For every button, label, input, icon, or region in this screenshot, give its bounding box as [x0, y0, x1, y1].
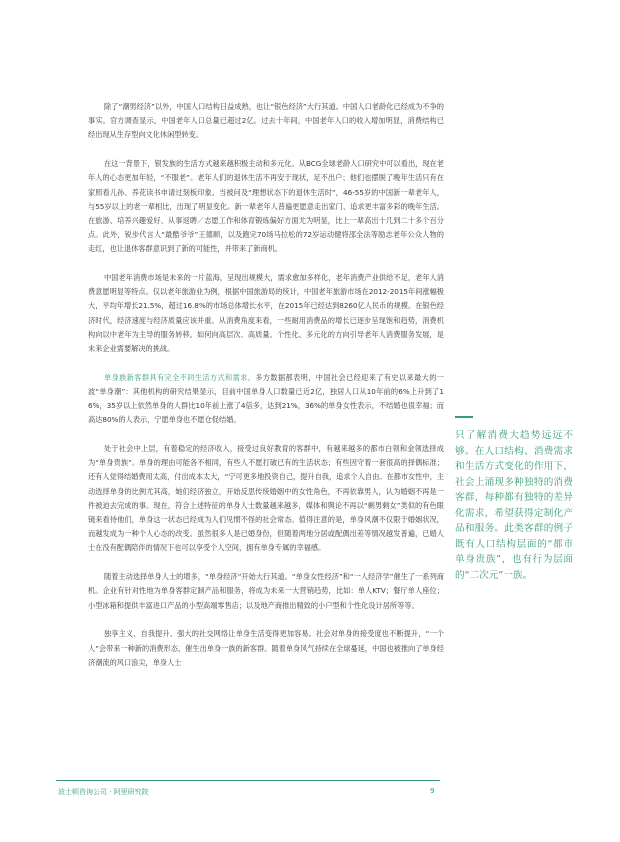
sidebar-accent-rule [455, 416, 473, 418]
paragraph-highlight-heading: 单身族新客群具有完全不同生活方式和需求。 [104, 372, 256, 382]
paragraph-text: 在这一背景下，银发族的生活方式越来越积极主动和多元化。从BCG全球老龄人口研究中可以看出，现在老年人的心态更加年轻，“不服老”。老年人们的退休生活不再安于现状，足不出户；他们也摆脱了晚年生活只有在家照看儿孙、养花读书申请过刻板印象。当被问及“理想状态下的退休生活时”，46-55岁的中国新一辈老年人，与55岁以上的老一辈相比，出现了明显变化。新一辈老年人普遍更愿意走出家门、追求更丰富多彩的晚年生活。在旅游、培养兴趣爱好、从事返聘／志愿工作和体育锻炼偏好方面尤为明显，比上一辈高出十几到二十多个百分点。此外，锐步代言人“最酷爷爷”王德顺，以及跑完70场马拉松的72岁运动健将邵全法等励志老年公众人物的走红，也让退休客群意识到了新的可能性，并带来了新商机。 [88, 159, 444, 254]
sidebar-pull-quote [455, 416, 573, 583]
paragraph-text: 除了“潮男经济”以外，中国人口结构日益成熟，也让“银色经济”大行其道。中国人口老龄化已经成为不争的事实。官方调查显示，中国老年人口总量已超过2亿。过去十年间，中国老年人口的收入增加明显，消费结构已经出现从生存型向文化休闲型转变。 [88, 102, 444, 140]
paragraph-single-trend [88, 627, 444, 670]
paragraph-text: 中国老年消费市场是未来的一片蓝海，呈现出规模大，需求愈加多样化，老年消费产业供给不足，老年人消费意愿明显等特点。仅以老年旅游业为例，根据中国旅游局的统计，中国老年旅游市场在2012-2015年间涨幅极大，平均年增长21.5%，超过16.8%的市场总体增长水平，在2015年已经达到8260亿人民币的规模。在银色经济时代，经济速度与经济质量应该并重。从消费角度来看，一些耐用消费品的增长已逐步呈现饱和趋势，消费机构向以中老年为主导的服务转移。如何向高层次、高质量、个性化、多元化的方向引导老年人消费服务发展，是未来企业需要解决的挑战。 [88, 273, 444, 354]
paragraph-single-nobles [88, 442, 444, 556]
main-text-column [88, 100, 444, 684]
footer-publisher: 波士顿咨询公司 · 阿里研究院 [58, 788, 149, 796]
paragraph-text: 多方数据都表明，中国社会已经迎来了有史以来最大的一波“单身潮”：其他机构的研究结果显示，目前中国单身人口数量已近2亿，独居人口从10年前的6%上升到了16%，35岁以上依然单身的人群比10年前上涨了4倍多，达到21%，36%的单身女性表示，不结婚也很幸福；而高达80%的人表示，宁愿单身也不愿仓促结婚。 [88, 372, 444, 425]
sidebar-quote-text: 只了解消费大趋势远远不够。在人口结构、消费需求和生活方式变化的作用下，社会上涌现多种独特的消费客群，每种都有独特的差异化需求，希望获得定制化产品和服务。此类客群的例子既有人口结构层面的“都市单身贵族”，也有行为层面的“二次元”一族。 [455, 430, 573, 581]
paragraph-elderly-lifestyle [88, 157, 444, 256]
footer-divider [56, 780, 440, 781]
paragraph-singles-intro [88, 371, 444, 428]
paragraph-elderly-market [88, 271, 444, 356]
paragraph-text: 处于社会中上层，有着稳定的经济收入，接受过良好教育的客群中，有越来越多的都市白领和金领选择成为“单身贵族”。单身的理由可能各不相同，有些人不愿打破已有的生活状态；有些因守着一套很高的择偶标准；还有人觉得结婚费用太高，付出成本太大，“宁可更多地投资自己，提升自我，追求个人自由。在都市女性中，主动选择单身的比例尤其高，她们经济独立，开始反思传统婚姻中的女性角色，不再依靠男人，认为婚姻不再是一件被迫去完成的事。现在，符合上述特征的单身人士数量越来越多，媒体和舆论不再以“剩男剩女”类似的有色眼镜来看待他们，单身这一状态已经成为人们见惯不怪的社会常态。值得注意的是，单身风潮不仅限于婚姻状况，而越发成为一种个人心态的改变。虽然很多人是已婚身份，但随着两地分居或配偶出差等情况越发普遍，已婚人士在没有配偶陪伴的情况下也可以享受个人空间，拥有单身专属的幸福感。 [88, 444, 444, 553]
paragraph-silver-economy-intro [88, 100, 444, 143]
page-number: 9 [430, 787, 435, 795]
paragraph-text: 随着主动选择单身人士的增多，“单身经济”开始大行其道。“单身女性经济”和“一人经济学”催生了一系列商机。企业有针对性地为单身客群定制产品和服务，将成为未来一大营销趋势，比如：单人KTV；餐厅单人座位；小型冰箱和提供丰富进口产品的小型高端零售店；以及地产商推出精致的小户型和个性化设计居所等等。 [88, 572, 444, 610]
paragraph-single-economy [88, 570, 444, 613]
paragraph-text: 独享主义、自我提升、强大的社交网络让单身生活变得更加容易。社会对单身的接受度也不断提升，“一个人”会带来一种新的消费形态，催生出单身一族的新客群。随着单身风气持续在全球蔓延，中国也被推向了单身经济潮流的风口浪尖，单身人士 [88, 629, 444, 667]
